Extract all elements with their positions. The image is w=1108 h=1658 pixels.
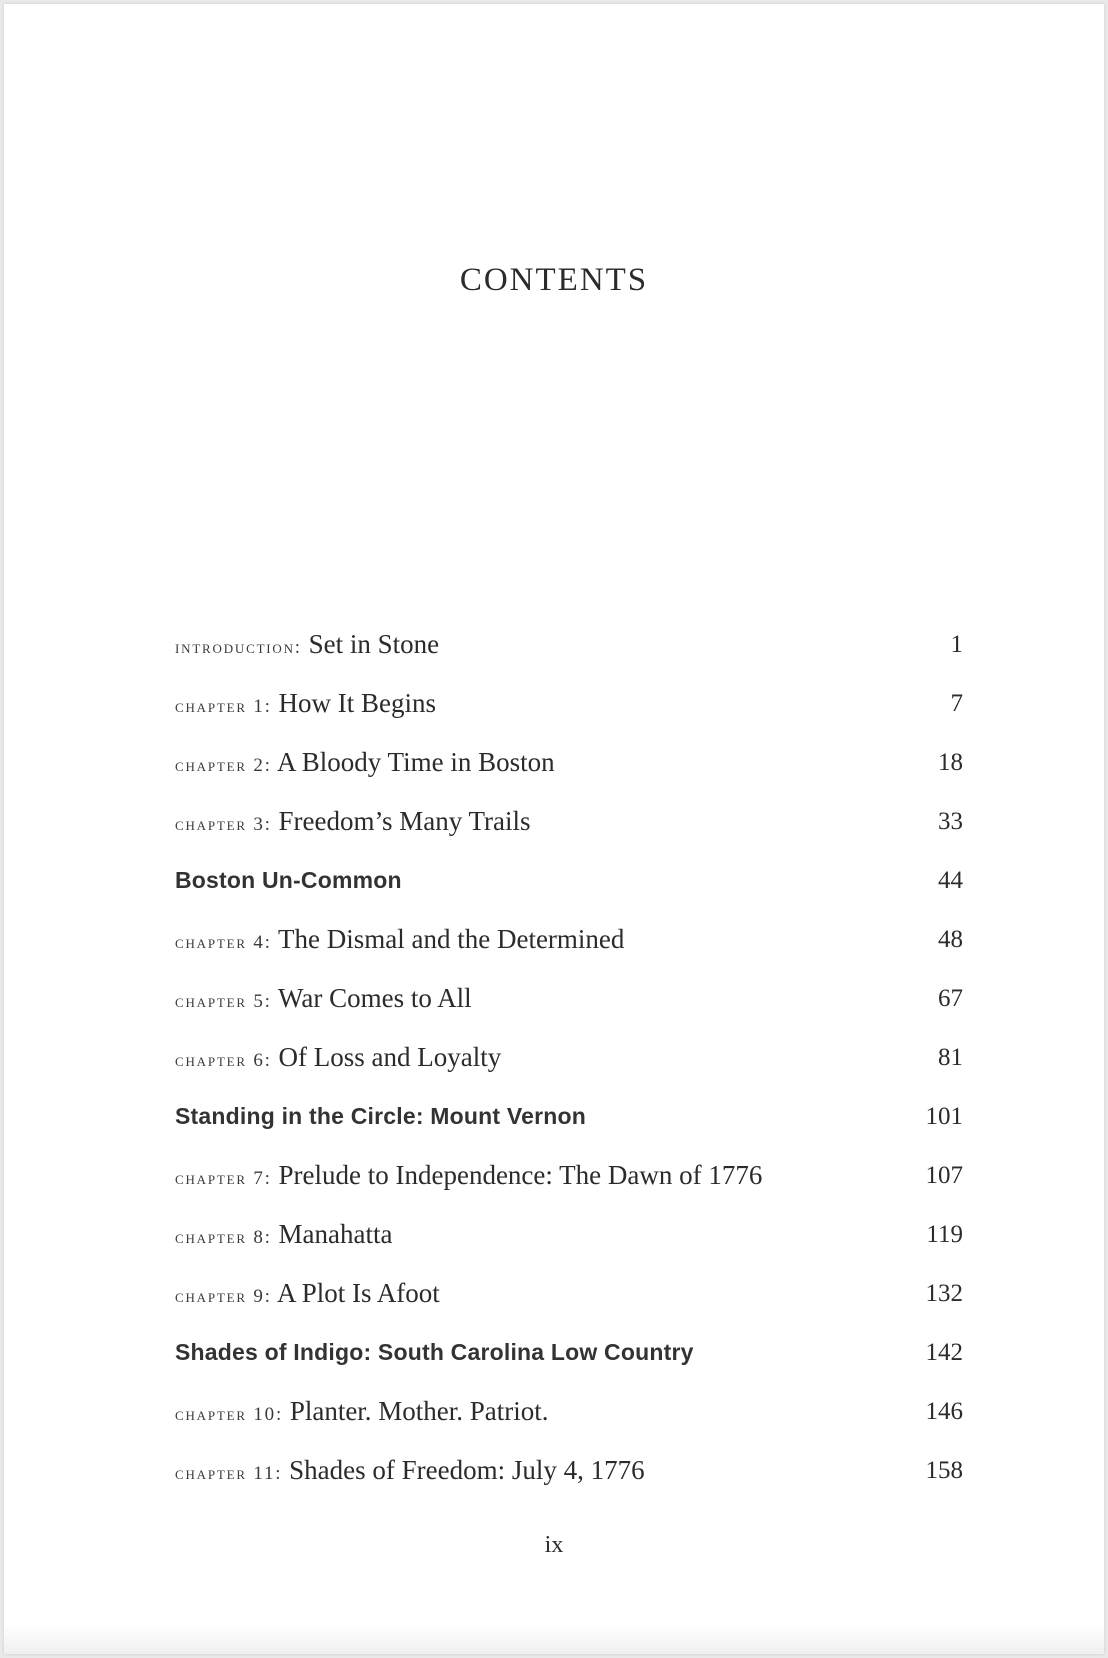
toc-entry-title: Manahatta (271, 1219, 393, 1249)
toc-page-number: 7 (950, 690, 963, 717)
toc-entry-title: Shades of Indigo: South Carolina Low Country (175, 1339, 694, 1365)
page-number-folio: ix (544, 1532, 564, 1558)
toc-entry-text (175, 1028, 501, 1091)
toc-page-number: 142 (925, 1339, 963, 1366)
toc-entry-text (175, 1205, 392, 1268)
toc-entry-label: chapter 7: (175, 1168, 272, 1189)
toc-entry-chapter-7 (175, 1146, 963, 1205)
toc-entry-label: chapter 4: (175, 932, 272, 953)
toc-page-number: 1 (950, 631, 963, 658)
toc-entry-chapter-9 (175, 1264, 963, 1323)
toc-entry-chapter-3 (175, 792, 963, 851)
toc-entry-chapter-1 (175, 674, 963, 733)
toc-page-number: 101 (925, 1103, 963, 1130)
toc-entry-text (175, 1382, 549, 1445)
toc-page-number: 48 (938, 926, 963, 953)
toc-page-number: 44 (938, 867, 963, 894)
toc-entry-title: Prelude to Independence: The Dawn of 1776 (271, 1160, 763, 1190)
toc-entry-text (175, 1264, 440, 1327)
toc-entry-label: chapter 2: (175, 755, 272, 776)
toc-entry-chapter-8 (175, 1205, 963, 1264)
page-title: CONTENTS (459, 262, 649, 298)
toc-entry-label: introduction: (175, 637, 302, 658)
toc-entry-title: Boston Un-Common (175, 867, 402, 893)
toc-page-number: 67 (938, 985, 963, 1012)
toc-entry-label: chapter 10: (175, 1404, 284, 1425)
toc-entry-title: How It Begins (271, 688, 437, 718)
toc-entry-text (175, 733, 555, 796)
toc-entry-text (175, 1441, 645, 1504)
toc-entry-label: chapter 3: (175, 814, 272, 835)
toc-entry-title: The Dismal and the Determined (271, 924, 625, 954)
toc-entry-title: Planter. Mother. Patriot. (283, 1396, 549, 1426)
toc-page-number: 81 (938, 1044, 963, 1071)
toc-entry-chapter-10 (175, 1382, 963, 1441)
toc-entry-text (175, 615, 439, 678)
toc-entry-chapter-4 (175, 910, 963, 969)
toc-entry-title: A Bloody Time in Boston (271, 747, 555, 777)
toc-entry-label: chapter 11: (175, 1463, 283, 1484)
toc-entry-label: chapter 6: (175, 1050, 272, 1071)
toc-entry-interlude-indigo (175, 1323, 963, 1382)
toc-entry-label: chapter 5: (175, 991, 272, 1012)
toc-entry-label: chapter 9: (175, 1286, 272, 1307)
toc-entry-title: Shades of Freedom: July 4, 1776 (282, 1455, 645, 1485)
toc-page-number: 146 (925, 1398, 963, 1425)
toc-entry-title: A Plot Is Afoot (271, 1278, 440, 1308)
toc-page-number: 132 (925, 1280, 963, 1307)
toc-page-number: 158 (925, 1457, 963, 1484)
toc-entry-text (175, 1146, 762, 1209)
toc-entry-chapter-5 (175, 969, 963, 1028)
toc-page-number: 18 (938, 749, 963, 776)
toc-entry-chapter-6 (175, 1028, 963, 1087)
toc-entry-chapter-11 (175, 1441, 963, 1500)
toc-entry-title: Freedom’s Many Trails (271, 806, 531, 836)
toc-entry-label: chapter 8: (175, 1227, 272, 1248)
toc-page-number: 107 (925, 1162, 963, 1189)
table-of-contents (175, 615, 963, 1500)
toc-entry-title: Set in Stone (301, 629, 440, 659)
toc-entry-text (175, 910, 624, 973)
toc-entry-title: Of Loss and Loyalty (271, 1042, 502, 1072)
toc-entry-title: Standing in the Circle: Mount Vernon (175, 1103, 586, 1129)
toc-entry-text (175, 969, 472, 1032)
toc-entry-label: chapter 1: (175, 696, 272, 717)
toc-entry-title: War Comes to All (271, 983, 472, 1013)
toc-entry-interlude-boston (175, 851, 963, 910)
toc-page-number: 33 (938, 808, 963, 835)
toc-page-number: 119 (926, 1221, 963, 1248)
toc-entry-introduction (175, 615, 963, 674)
toc-entry-chapter-2 (175, 733, 963, 792)
toc-entry-text (175, 674, 436, 737)
book-page (4, 4, 1104, 1654)
toc-entry-text (175, 792, 531, 855)
toc-entry-interlude-mount-vernon (175, 1087, 963, 1146)
